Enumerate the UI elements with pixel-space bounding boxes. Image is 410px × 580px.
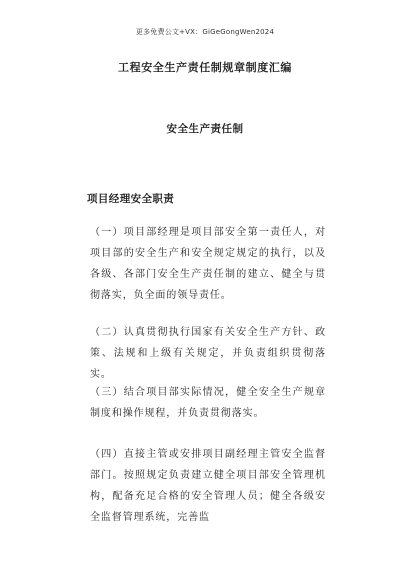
paragraph-4: （四）直接主管或安排项目副经理主管安全监督部门。按照规定负责建立健全项目部安全管理机构，配备充足合格的安全管理人员；健全各级安全监督管理系统，完善监 (90, 449, 326, 523)
paragraph-3: （三）结合项目部实际情况，健全安全生产规章制度和操作规程，并负责贯彻落实。 (90, 387, 326, 419)
sub-heading: 项目经理安全职责 (87, 193, 175, 205)
paragraph-2: （二）认真贯彻执行国家有关安全生产方针、政策、法规和上级有关规定，并负责组织贯彻落实。 (90, 327, 326, 380)
paragraph-1: （一）项目部经理是项目部安全第一责任人，对项目部的安全生产和安全规定规定的执行，以及各级、各部门安全生产责任制的建立、健全与贯彻落实，负全面的领导责任。 (90, 227, 326, 301)
document-title: 工程安全生产责任制规章制度汇编 (118, 61, 292, 74)
header-note: 更多免费公文+VX：GiGeGongWen2024 (135, 28, 275, 36)
section-title: 安全生产责任制 (166, 123, 244, 135)
